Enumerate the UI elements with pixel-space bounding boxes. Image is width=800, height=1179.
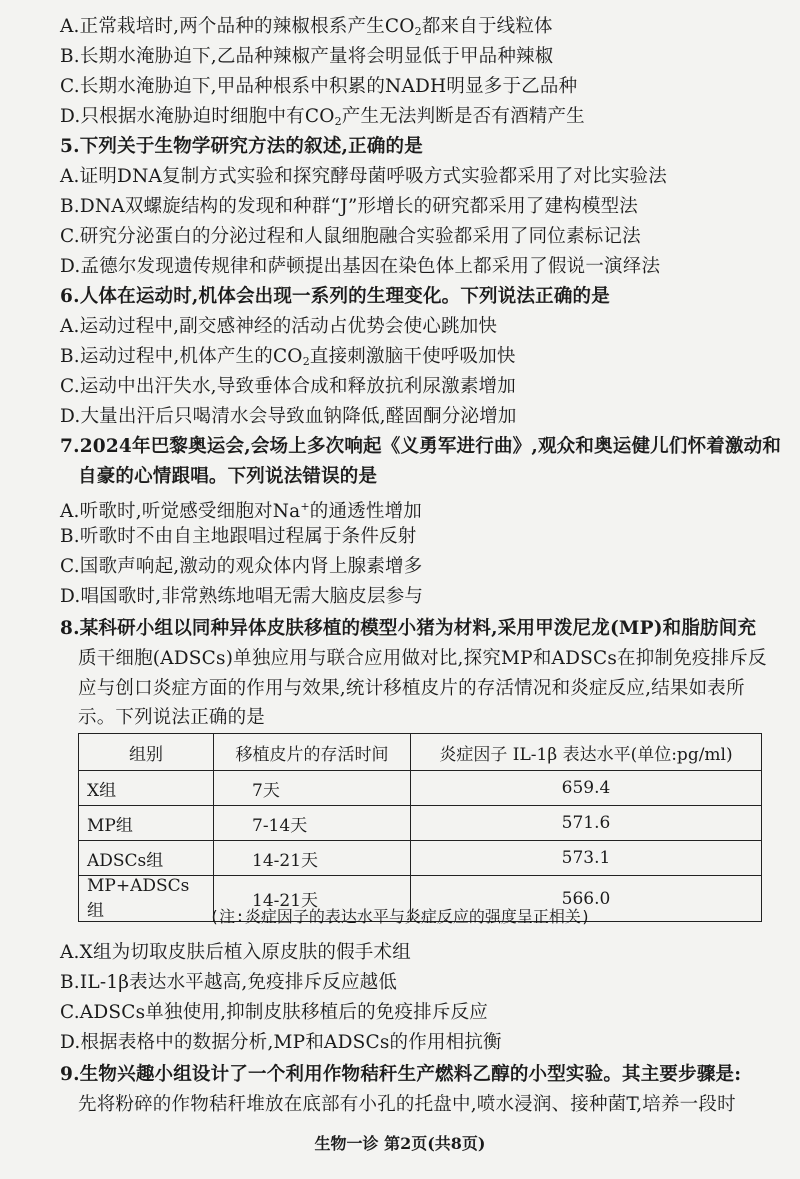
q4-option-a: A.正常栽培时,两个品种的辣椒根系产生$CO_2$都来自于线粒体 bbox=[60, 16, 553, 38]
cell-survival: 14-21天 bbox=[214, 876, 411, 922]
q7-stem-line1: 7.2024年巴黎奥运会,会场上多次响起《义勇军进行曲》,观众和奥运健儿们怀着激动和 bbox=[60, 436, 782, 457]
q7-option-b: B.听歌时不由自主地跟唱过程属于条件反射 bbox=[60, 526, 417, 547]
q5-option-d: D.孟德尔发现遗传规律和萨顿提出基因在染色体上都采用了假说一演绎法 bbox=[60, 256, 661, 277]
q9-stem-line2: 先将粉碎的作物秸秆堆放在底部有小孔的托盘中,喷水浸润、接种菌T,培养一段时 bbox=[78, 1094, 736, 1115]
q6-option-c: C.运动中出汗失水,导致垂体合成和释放抗利尿激素增加 bbox=[60, 376, 516, 397]
table-header-row bbox=[79, 734, 762, 771]
cell-il1b: 659.4 bbox=[411, 771, 762, 806]
q9-stem-line1: 9.生物兴趣小组设计了一个利用作物秸秆生产燃料乙醇的小型实验。其主要步骤是: bbox=[60, 1064, 742, 1085]
table-row bbox=[79, 771, 762, 806]
q6-stem: 6.人体在运动时,机体会出现一系列的生理变化。下列说法正确的是 bbox=[60, 286, 610, 307]
q6-option-d: D.大量出汗后只喝清水会导致血钠降低,醛固酮分泌增加 bbox=[60, 406, 517, 427]
q4-option-b: B.长期水淹胁迫下,乙品种辣椒产量将会明显低于甲品种辣椒 bbox=[60, 46, 554, 67]
q7-option-c: C.国歌声响起,激动的观众体内肾上腺素增多 bbox=[60, 556, 423, 577]
q8-stem-line2: 质干细胞(ADSCs)单独应用与联合应用做对比,探究MP和ADSCs在抑制免疫排斥反 bbox=[78, 648, 767, 669]
q8-stem-line4: 示。下列说法正确的是 bbox=[78, 707, 266, 728]
q8-stem-line3: 应与创口炎症方面的作用与效果,统计移植皮片的存活情况和炎症反应,结果如表所 bbox=[78, 678, 745, 699]
q8-stem-line1: 8.某科研小组以同种异体皮肤移植的模型小猪为材料,采用甲泼尼龙(MP)和脂肪间充 bbox=[60, 618, 757, 639]
q7-option-a: A.听歌时,听觉感受细胞对Na+的通透性增加 bbox=[60, 500, 422, 522]
header-il1b-level: 炎症因子 IL-1β 表达水平(单位:pg/ml) bbox=[411, 734, 762, 771]
q8-option-c: C.ADSCs单独使用,抑制皮肤移植后的免疫排斥反应 bbox=[60, 1002, 488, 1023]
q6-option-a: A.运动过程中,副交感神经的活动占优势会使心跳加快 bbox=[60, 316, 498, 337]
cell-group: MP+ADSCs组 bbox=[79, 876, 214, 922]
cell-survival: 14-21天 bbox=[214, 841, 411, 876]
q6-option-b: B.运动过程中,机体产生的$CO_2$直接刺激脑干使呼吸加快 bbox=[60, 346, 516, 368]
table-row bbox=[79, 841, 762, 876]
q7-option-d: D.唱国歌时,非常熟练地唱无需大脑皮层参与 bbox=[60, 586, 424, 607]
q5-option-c: C.研究分泌蛋白的分泌过程和人鼠细胞融合实验都采用了同位素标记法 bbox=[60, 226, 641, 247]
q8-option-d: D.根据表格中的数据分析,MP和ADSCs的作用相抗衡 bbox=[60, 1032, 502, 1053]
header-group: 组别 bbox=[79, 734, 214, 771]
page-footer: 生物一诊 第2页(共8页) bbox=[314, 1134, 486, 1153]
table-note: (注:炎症因子的表达水平与炎症反应的强度呈正相关) bbox=[209, 907, 591, 926]
cell-survival: 7-14天 bbox=[214, 806, 411, 841]
q5-option-a: A.证明DNA复制方式实验和探究酵母菌呼吸方式实验都采用了对比实验法 bbox=[60, 166, 667, 187]
cell-il1b: 566.0 bbox=[411, 876, 762, 922]
q8-option-a: A.X组为切取皮肤后植入原皮肤的假手术组 bbox=[60, 942, 411, 963]
cell-survival: 7天 bbox=[214, 771, 411, 806]
q8-option-b: B.IL-1β表达水平越高,免疫排斥反应越低 bbox=[60, 972, 398, 993]
q5-option-b: B.DNA双螺旋结构的发现和种群“J”形增长的研究都采用了建构模型法 bbox=[60, 196, 638, 217]
q4-option-d: D.只根据水淹胁迫时细胞中有$CO_2$产生无法判断是否有酒精产生 bbox=[60, 106, 585, 128]
cell-il1b: 571.6 bbox=[411, 806, 762, 841]
q7-stem-line2: 自豪的心情跟唱。下列说法错误的是 bbox=[78, 466, 378, 487]
cell-group: ADSCs组 bbox=[79, 841, 214, 876]
cell-group: X组 bbox=[79, 771, 214, 806]
table-row bbox=[79, 806, 762, 841]
q5-stem: 5.下列关于生物学研究方法的叙述,正确的是 bbox=[60, 136, 423, 157]
header-survival-time: 移植皮片的存活时间 bbox=[214, 734, 411, 771]
cell-il1b: 573.1 bbox=[411, 841, 762, 876]
q4-option-c: C.长期水淹胁迫下,甲品种根系中积累的NADH明显多于乙品种 bbox=[60, 76, 578, 97]
q8-results-table bbox=[78, 733, 762, 922]
cell-group: MP组 bbox=[79, 806, 214, 841]
